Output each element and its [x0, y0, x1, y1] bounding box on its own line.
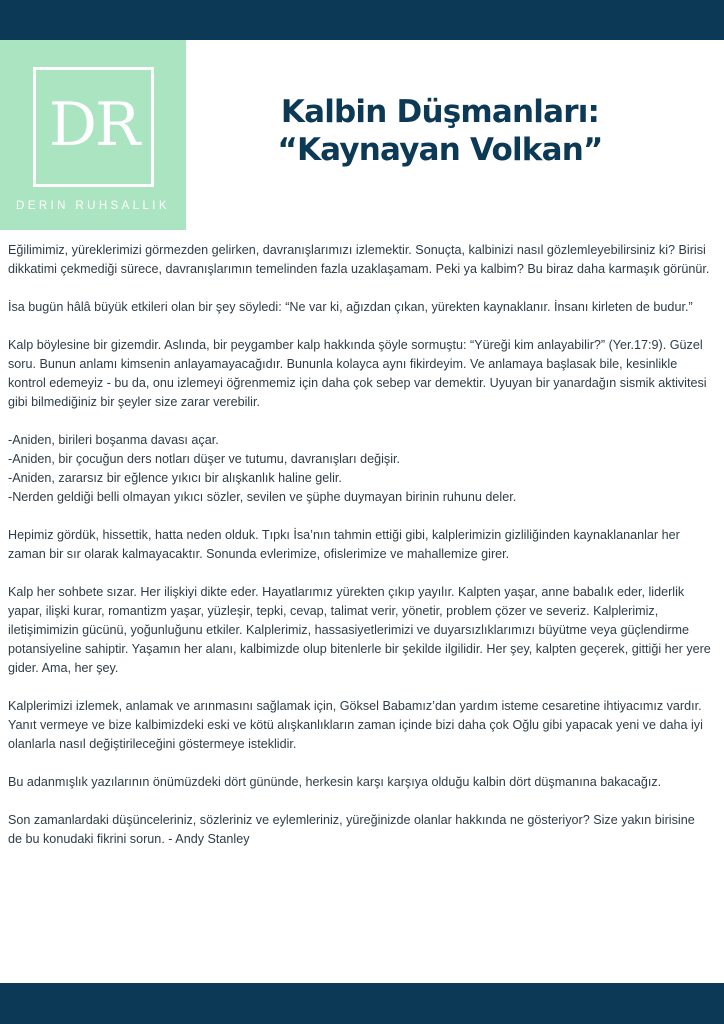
brand-logo	[0, 40, 186, 230]
list-item: -Aniden, birileri boşanma davası açar.	[8, 433, 219, 447]
logo-frame	[33, 67, 154, 187]
logo-letters: DR	[48, 90, 139, 160]
list-item: -Aniden, bir çocuğun ders notları düşer ve tutumu, davranışları değişir.	[8, 452, 401, 466]
title-line-1: Kalbin Düşmanları:	[280, 94, 600, 130]
paragraph-6: Kalplerimizi izlemek, anlamak ve arınmasını sağlamak için, Göksel Babamız’dan yardım isteme cesaretine ihtiyacımız vardır. Yanıt vermeye ve bize kalbimizdeki eski ve kötü alışkanlıkların zaman içinde bizi daha çok Oğlu gibi yapacak yeni ve daha iyi olanlarla nasıl değiştirileceğini göstermeye isteklidir.	[8, 699, 703, 751]
paragraph-4: Hepimiz gördük, hissettik, hatta neden olduk. Tıpkı İsa’nın tahmin ettiği gibi, kalplerimizin gizliliğinden kaynaklananlar her zaman bir sır olarak kalmayacaktır. Sonunda evlerimize, ofislerimize ve mahallemize girer.	[8, 528, 680, 561]
bottom-bar	[0, 983, 724, 1024]
article-body	[8, 241, 712, 868]
logo-subtitle: DERIN RUHSALLIK	[16, 200, 170, 212]
page-title	[240, 93, 640, 169]
top-bar	[0, 0, 724, 40]
paragraph-8: Son zamanlardaki düşünceleriniz, sözleriniz ve eylemleriniz, yüreğinizde olanlar hakkında ne gösteriyor? Size yakın birisine de bu konudaki fikrini sorun. - Andy Stanley	[8, 813, 695, 846]
paragraph-3: Kalp böylesine bir gizemdir. Aslında, bir peygamber kalp hakkında şöyle sormuştu: “Yüreği kim anlayabilir?” (Yer.17:9). Güzel soru. Bunun anlamı kimsenin anlayamayacağıdır. Bununla kolayca aynı fikirdeyim. Ve anlamaya başlasak bile, kesinlikle kontrol edemeyiz - bu da, onu izlemeyi öğrenmemiz için daha çok sebep var demektir. Uyuyan bir yanardağın sismik aktivitesi gibi bilmediğiniz bir şeyler size zarar verebilir.	[8, 338, 707, 409]
paragraph-5: Kalp her sohbete sızar. Her ilişkiyi dikte eder. Hayatlarımız yürekten çıkıp yayılır. Kalpten yaşar, anne babalık eder, liderlik yapar, ilişki kurar, romantizm yaşar, yüzleşir, tepki, cevap, talimat verir, yönetir, problem çözer ve severiz. Kalplerimiz, iletişimimizin gücünü, yoğunluğunu etkiler. Kalplerimiz, hassasiyetlerimizi ve duyarsızlıklarımızı büyütme veya güçlendirme potansiyeline sahiptir. Yaşamın her alanı, kalbimizde olup bitenlerle bir şekilde ilgilidir. Her şey, kalpten geçerek, gittiği her yere gider. Ama, her şey.	[8, 585, 711, 675]
paragraph-2: İsa bugün hâlâ büyük etkileri olan bir şey söyledi: “Ne var ki, ağızdan çıkan, yürekten kaynaklanır. İnsanı kirleten de budur.”	[8, 300, 693, 314]
paragraph-1: Eğilimimiz, yüreklerimizi görmezden gelirken, davranışlarımızı izlemektir. Sonuçta, kalbinizi nasıl gözlemleyebilirsiniz ki? Birisi dikkatimi çekmediği sürece, davranışlarımın temelinden fazla uzaklaşamam. Peki ya kalbim? Bu biraz daha karmaşık görünür.	[8, 243, 710, 276]
list-item: -Nerden geldiği belli olmayan yıkıcı sözler, sevilen ve şüphe duymayan birinin ruhunu deler.	[8, 490, 517, 504]
title-line-2: “Kaynayan Volkan”	[277, 132, 603, 168]
list-item: -Aniden, zararsız bir eğlence yıkıcı bir alışkanlık haline gelir.	[8, 471, 342, 485]
paragraph-7: Bu adanmışlık yazılarının önümüzdeki dört gününde, herkesin karşı karşıya olduğu kalbin dört düşmanına bakacağız.	[8, 775, 662, 789]
